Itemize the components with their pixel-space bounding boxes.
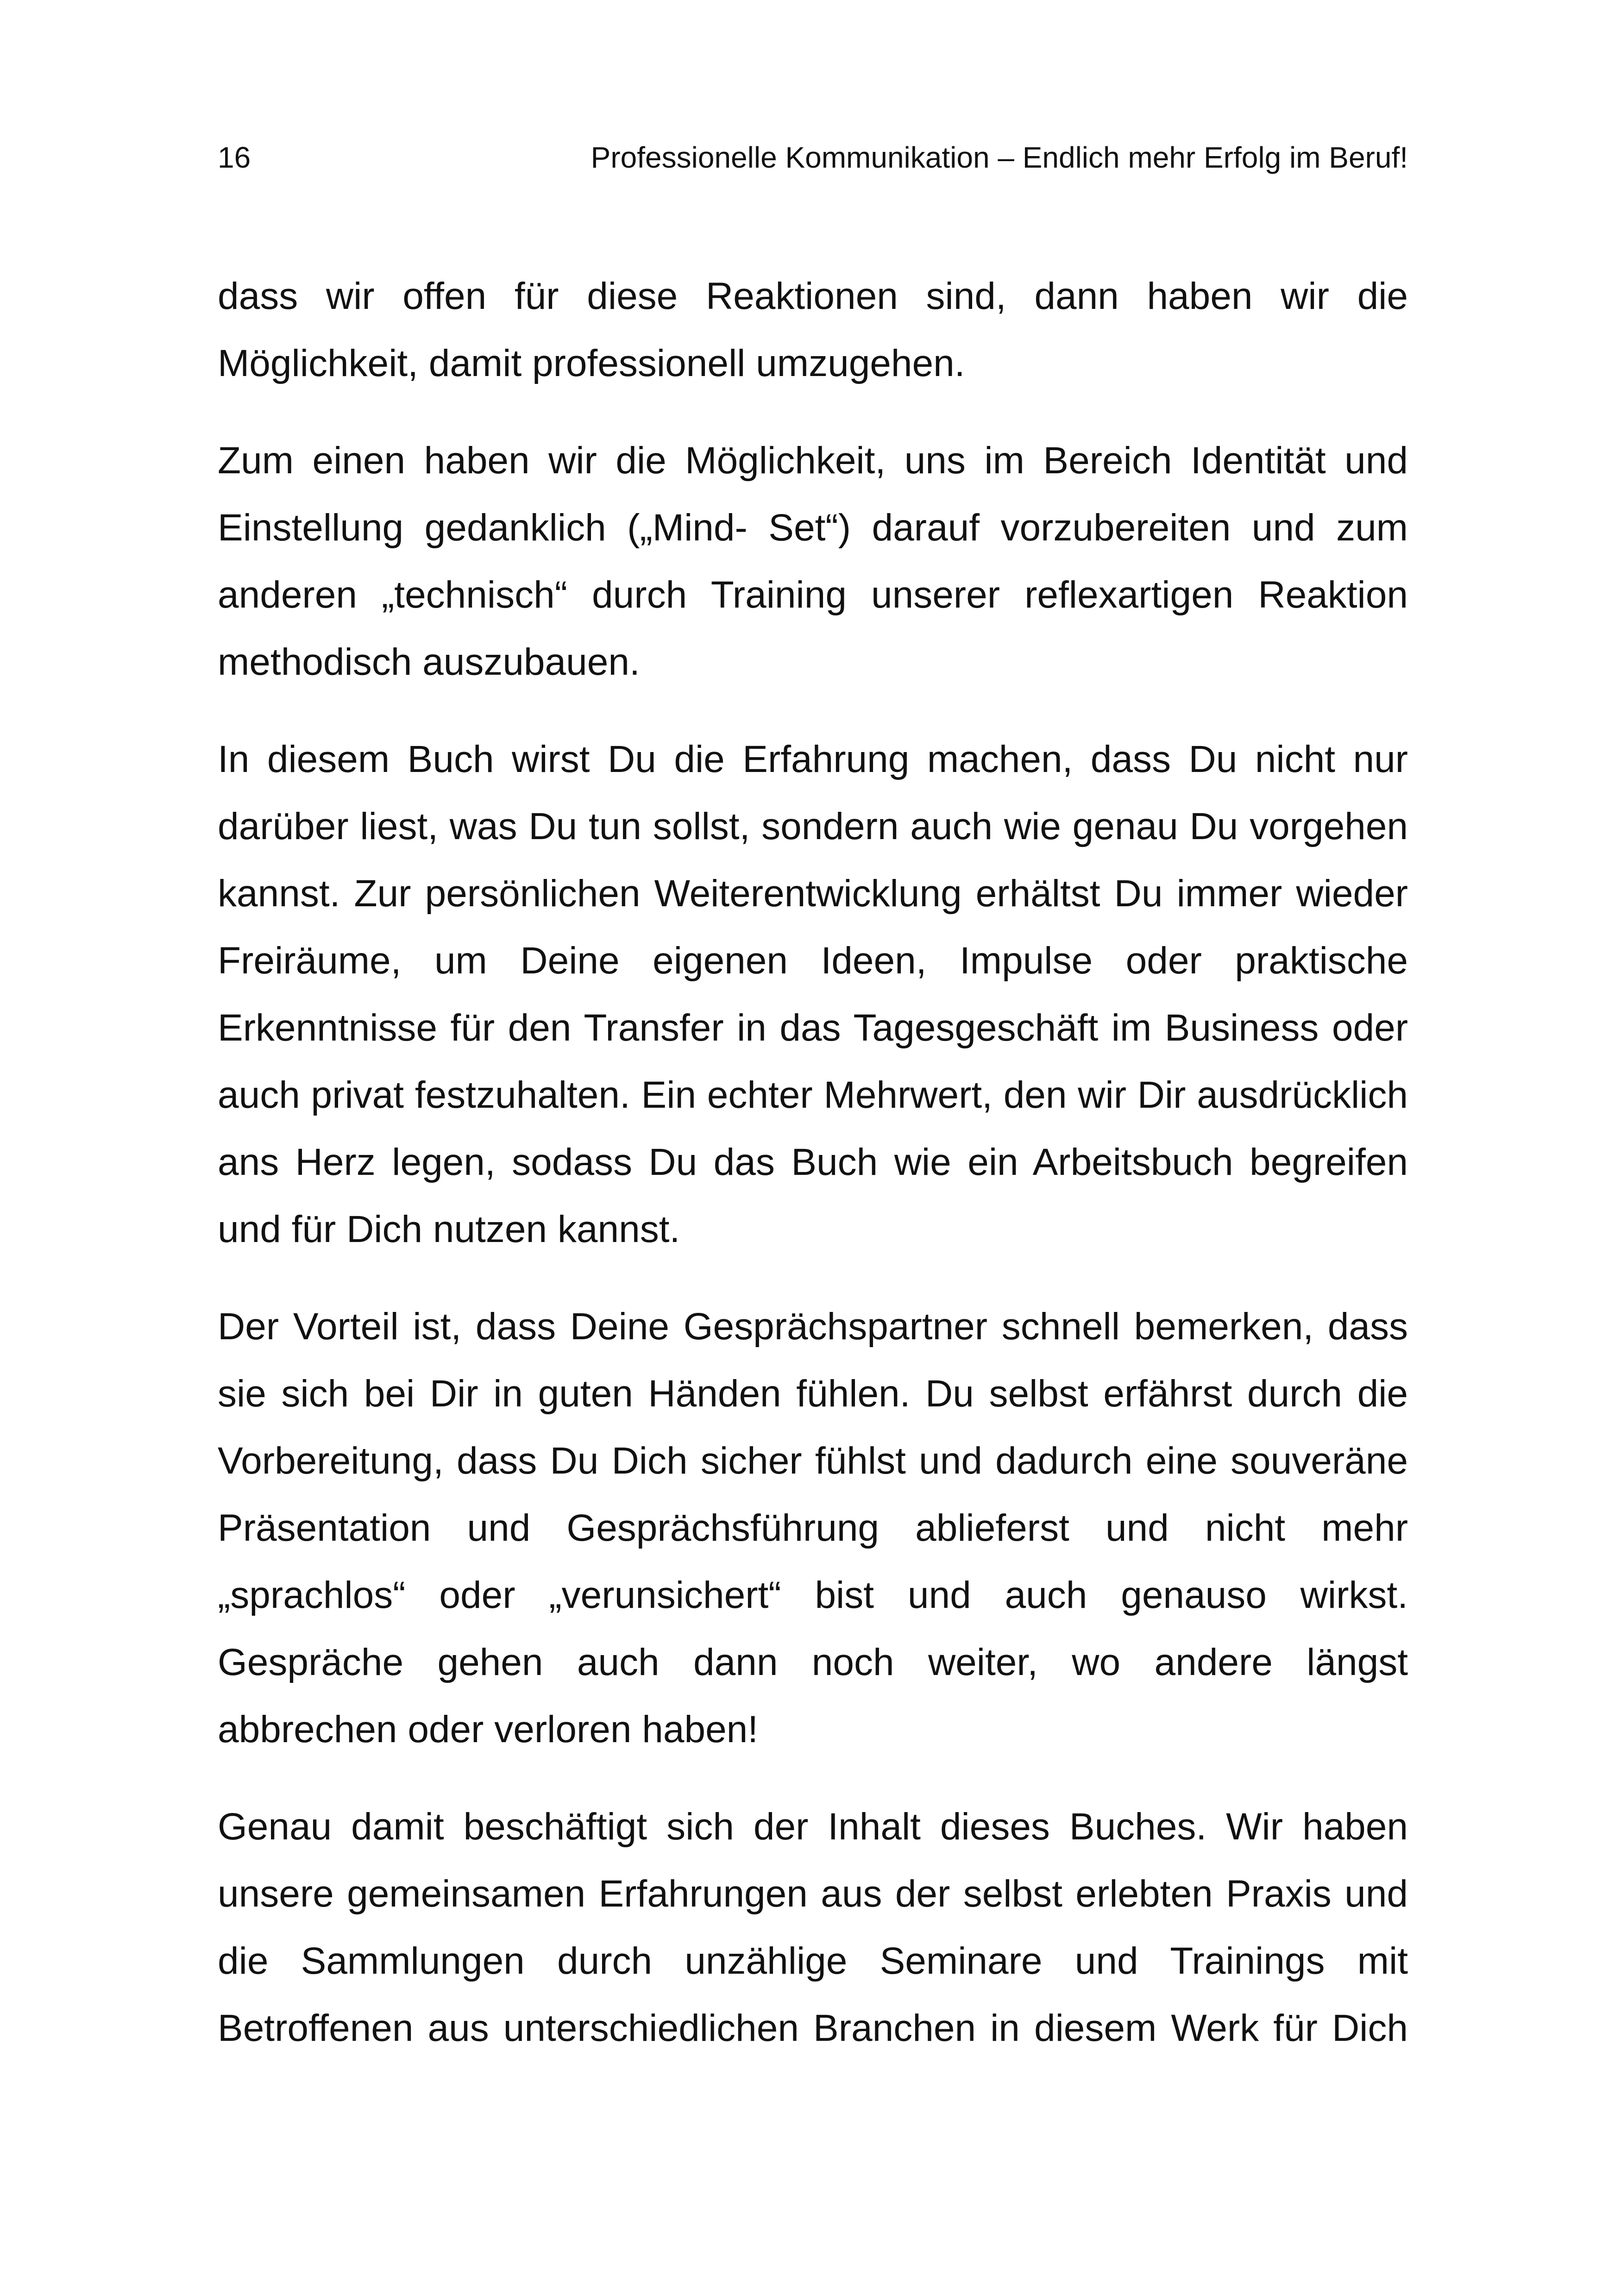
text-line: auch privat festzuhalten. Ein echter Mehrwert, den wir Dir ausdrücklich [218,1074,1408,1116]
text-line: anderen „technisch“ durch Training unserer reflexartigen Reaktion [218,574,1408,616]
paragraph-4 [218,1293,1408,1763]
paragraph-1 [218,263,1408,397]
text-line: ans Herz legen, sodass Du das Buch wie ein Arbeitsbuch begreifen [218,1141,1408,1183]
body-text [218,263,1408,2092]
text-line: Betroffenen aus unterschiedlichen Branchen in diesem Werk für Dich [218,2007,1408,2049]
text-line: Vorbereitung, dass Du Dich sicher fühlst und dadurch eine souveräne [218,1440,1408,1482]
text-line: Zum einen haben wir die Möglichkeit, uns im Bereich Identität und [218,439,1408,482]
paragraph-2 [218,427,1408,696]
text-line: Freiräume, um Deine eigenen Ideen, Impulse oder praktische [218,940,1408,982]
text-line: Genau damit beschäftigt sich der Inhalt dieses Buches. Wir haben [218,1806,1408,1848]
text-line: unsere gemeinsamen Erfahrungen aus der selbst erlebten Praxis und [218,1873,1408,1915]
text-line: Erkenntnisse für den Transfer in das Tagesgeschäft im Business oder [218,1007,1408,1049]
text-line: sie sich bei Dir in guten Händen fühlen. Du selbst erfährst durch die [218,1373,1408,1415]
text-line: Der Vorteil ist, dass Deine Gesprächspartner schnell bemerken, dass [218,1305,1408,1348]
text-line: „sprachlos“ oder „verunsichert“ bist und auch genauso wirkst. [218,1574,1408,1616]
text-line: kannst. Zur persönlichen Weiterentwicklung erhältst Du immer wieder [218,872,1408,915]
text-line: und für Dich nutzen kannst. [218,1208,680,1250]
text-line: darüber liest, was Du tun sollst, sondern auch wie genau Du vorgehen [218,805,1408,847]
text-line: Einstellung gedanklich („Mind- Set“) darauf vorzubereiten und zum [218,507,1408,549]
text-line: Präsentation und Gesprächsführung ablieferst und nicht mehr [218,1507,1408,1549]
paragraph-3 [218,726,1408,1263]
text-line: die Sammlungen durch unzählige Seminare und Trainings mit [218,1940,1408,1982]
text-line: Möglichkeit, damit professionell umzugehen. [218,342,965,384]
paragraph-5 [218,1793,1408,2062]
running-title: Professionelle Kommunikation – Endlich mehr Erfolg im Beruf! [591,141,1408,174]
text-line: Gespräche gehen auch dann noch weiter, wo andere längst [218,1641,1408,1683]
text-line: In diesem Buch wirst Du die Erfahrung machen, dass Du nicht nur [218,738,1408,780]
text-line: methodisch auszubauen. [218,641,640,683]
text-line: abbrechen oder verloren haben! [218,1708,759,1750]
page-number: 16 [218,141,251,174]
running-header [218,134,1408,181]
text-line: dass wir offen für diese Reaktionen sind, dann haben wir die [218,275,1408,317]
